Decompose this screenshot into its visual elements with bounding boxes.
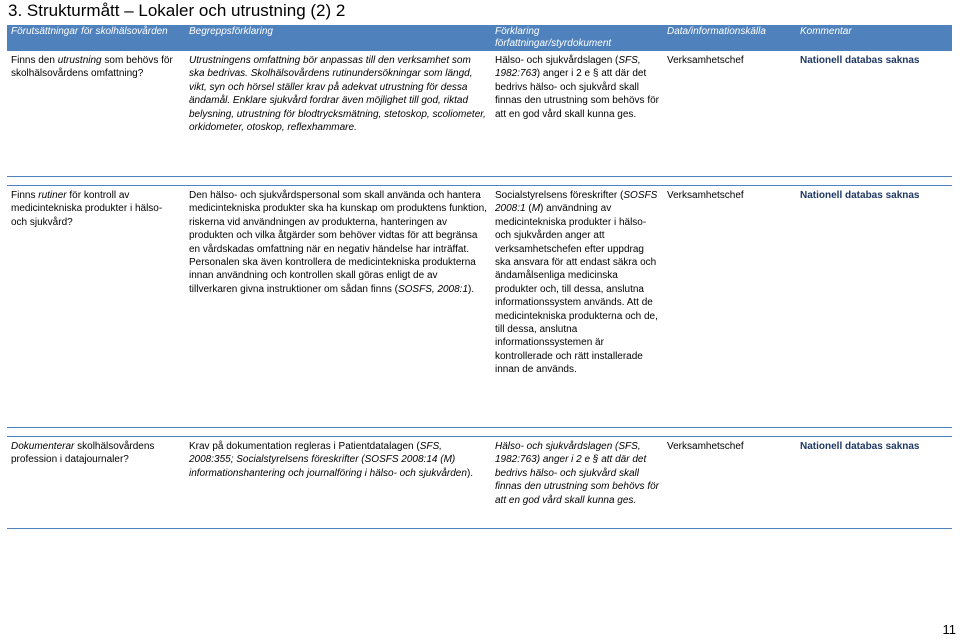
header-comment: Kommentar — [796, 25, 952, 51]
cell-comment: Nationell databas saknas — [796, 51, 952, 177]
criteria-table — [7, 25, 952, 529]
page-title: 3. Strukturmått – Lokaler och utrustning (2) 2 — [8, 1, 346, 20]
cell-data-source: Verksamhetschef — [663, 186, 796, 428]
cell-concept: Utrustningens omfattning bör anpassas till den verksamhet som ska bedrivas. Skolhälsovårdens rutinundersökningar som längd, vikt, syn och hörsel ställer krav på adekvat utrustning för dessa ändamål. Enklare sjukvård fordrar även möjlighet till god, riktad belysning, utrustning för blodtrycksmätning, stetoskop, scoliometer, orkidometer, otoskop, reflexhammare. — [185, 51, 491, 177]
cell-concept: Den hälso- och sjukvårdspersonal som skall använda och hantera medicintekniska produkter ska ha kunskap om produktens funktion, riskerna vid användningen av produkterna, hanteringen av produkten och vilka åtgärder som behöver vidtas för att begränsa en vårdskadas omfattning när en negativ händelse har inträffat. Personalen ska även kontrollera de medicintekniska produkterna innan användning och kontrollen skall göras enligt de av tillverkaren givna instruktioner om sådan finns (SOSFS, 2008:1). — [185, 186, 491, 428]
cell-statute: Hälso- och sjukvårdslagen (SFS, 1982:763) anger i 2 e § att där det bedrivs hälso- och sjukvård skall finnas den utrustning som behövs för att en god vård skall kunna ges. — [491, 51, 663, 177]
table-header-row — [7, 25, 952, 51]
table-row — [7, 51, 952, 177]
header-statute-line1: Förklaring — [495, 26, 540, 37]
header-data-source: Data/informationskälla — [663, 25, 796, 51]
table-row — [7, 186, 952, 428]
cell-statute: Socialstyrelsens föreskrifter (SOSFS 2008:1 (M) användning av medicintekniska produkter i hälso- och sjukvården anger att verksamhetschefen efter uppdrag ska ansvara för att endast säkra och ändamålsenliga medicinska produkter och, till dessa, anslutna informationssystem används. Att de medicintekniska produkterna och de, till dessa, anslutna informationssystemen är kontrollerade och rätt installerade innan de används. — [491, 186, 663, 428]
cell-data-source: Verksamhetschef — [663, 51, 796, 177]
page-number: 11 — [942, 622, 956, 637]
header-prerequisites: Förutsättningar för skolhälsovården — [7, 25, 185, 51]
table-row — [7, 437, 952, 529]
cell-comment: Nationell databas saknas — [796, 437, 952, 529]
cell-prerequisite: Finns den utrustning som behövs för skolhälsovårdens omfattning? — [7, 51, 185, 177]
cell-statute: Hälso- och sjukvårdslagen (SFS, 1982:763) anger i 2 e § att där det bedrivs hälso- och sjukvård skall finnas den utrustning som behövs för att en god vård skall kunna ges. — [491, 437, 663, 529]
cell-prerequisite: Finns rutiner för kontroll av medicintekniska produkter i hälso- och sjukvård? — [7, 186, 185, 428]
header-concept-explanation: Begreppsförklaring — [185, 25, 491, 51]
cell-concept: Krav på dokumentation regleras i Patientdatalagen (SFS, 2008:355; Socialstyrelsens föreskrifter (SOSFS 2008:14 (M) informationshantering och journalföring i hälso- och sjukvården). — [185, 437, 491, 529]
cell-prerequisite: Dokumenterar skolhälsovårdens profession i datajournaler? — [7, 437, 185, 529]
header-statute-line2: författningar/styrdokument — [495, 38, 612, 49]
cell-data-source: Verksamhetschef — [663, 437, 796, 529]
cell-comment: Nationell databas saknas — [796, 186, 952, 428]
header-statute-explanation — [491, 25, 663, 51]
